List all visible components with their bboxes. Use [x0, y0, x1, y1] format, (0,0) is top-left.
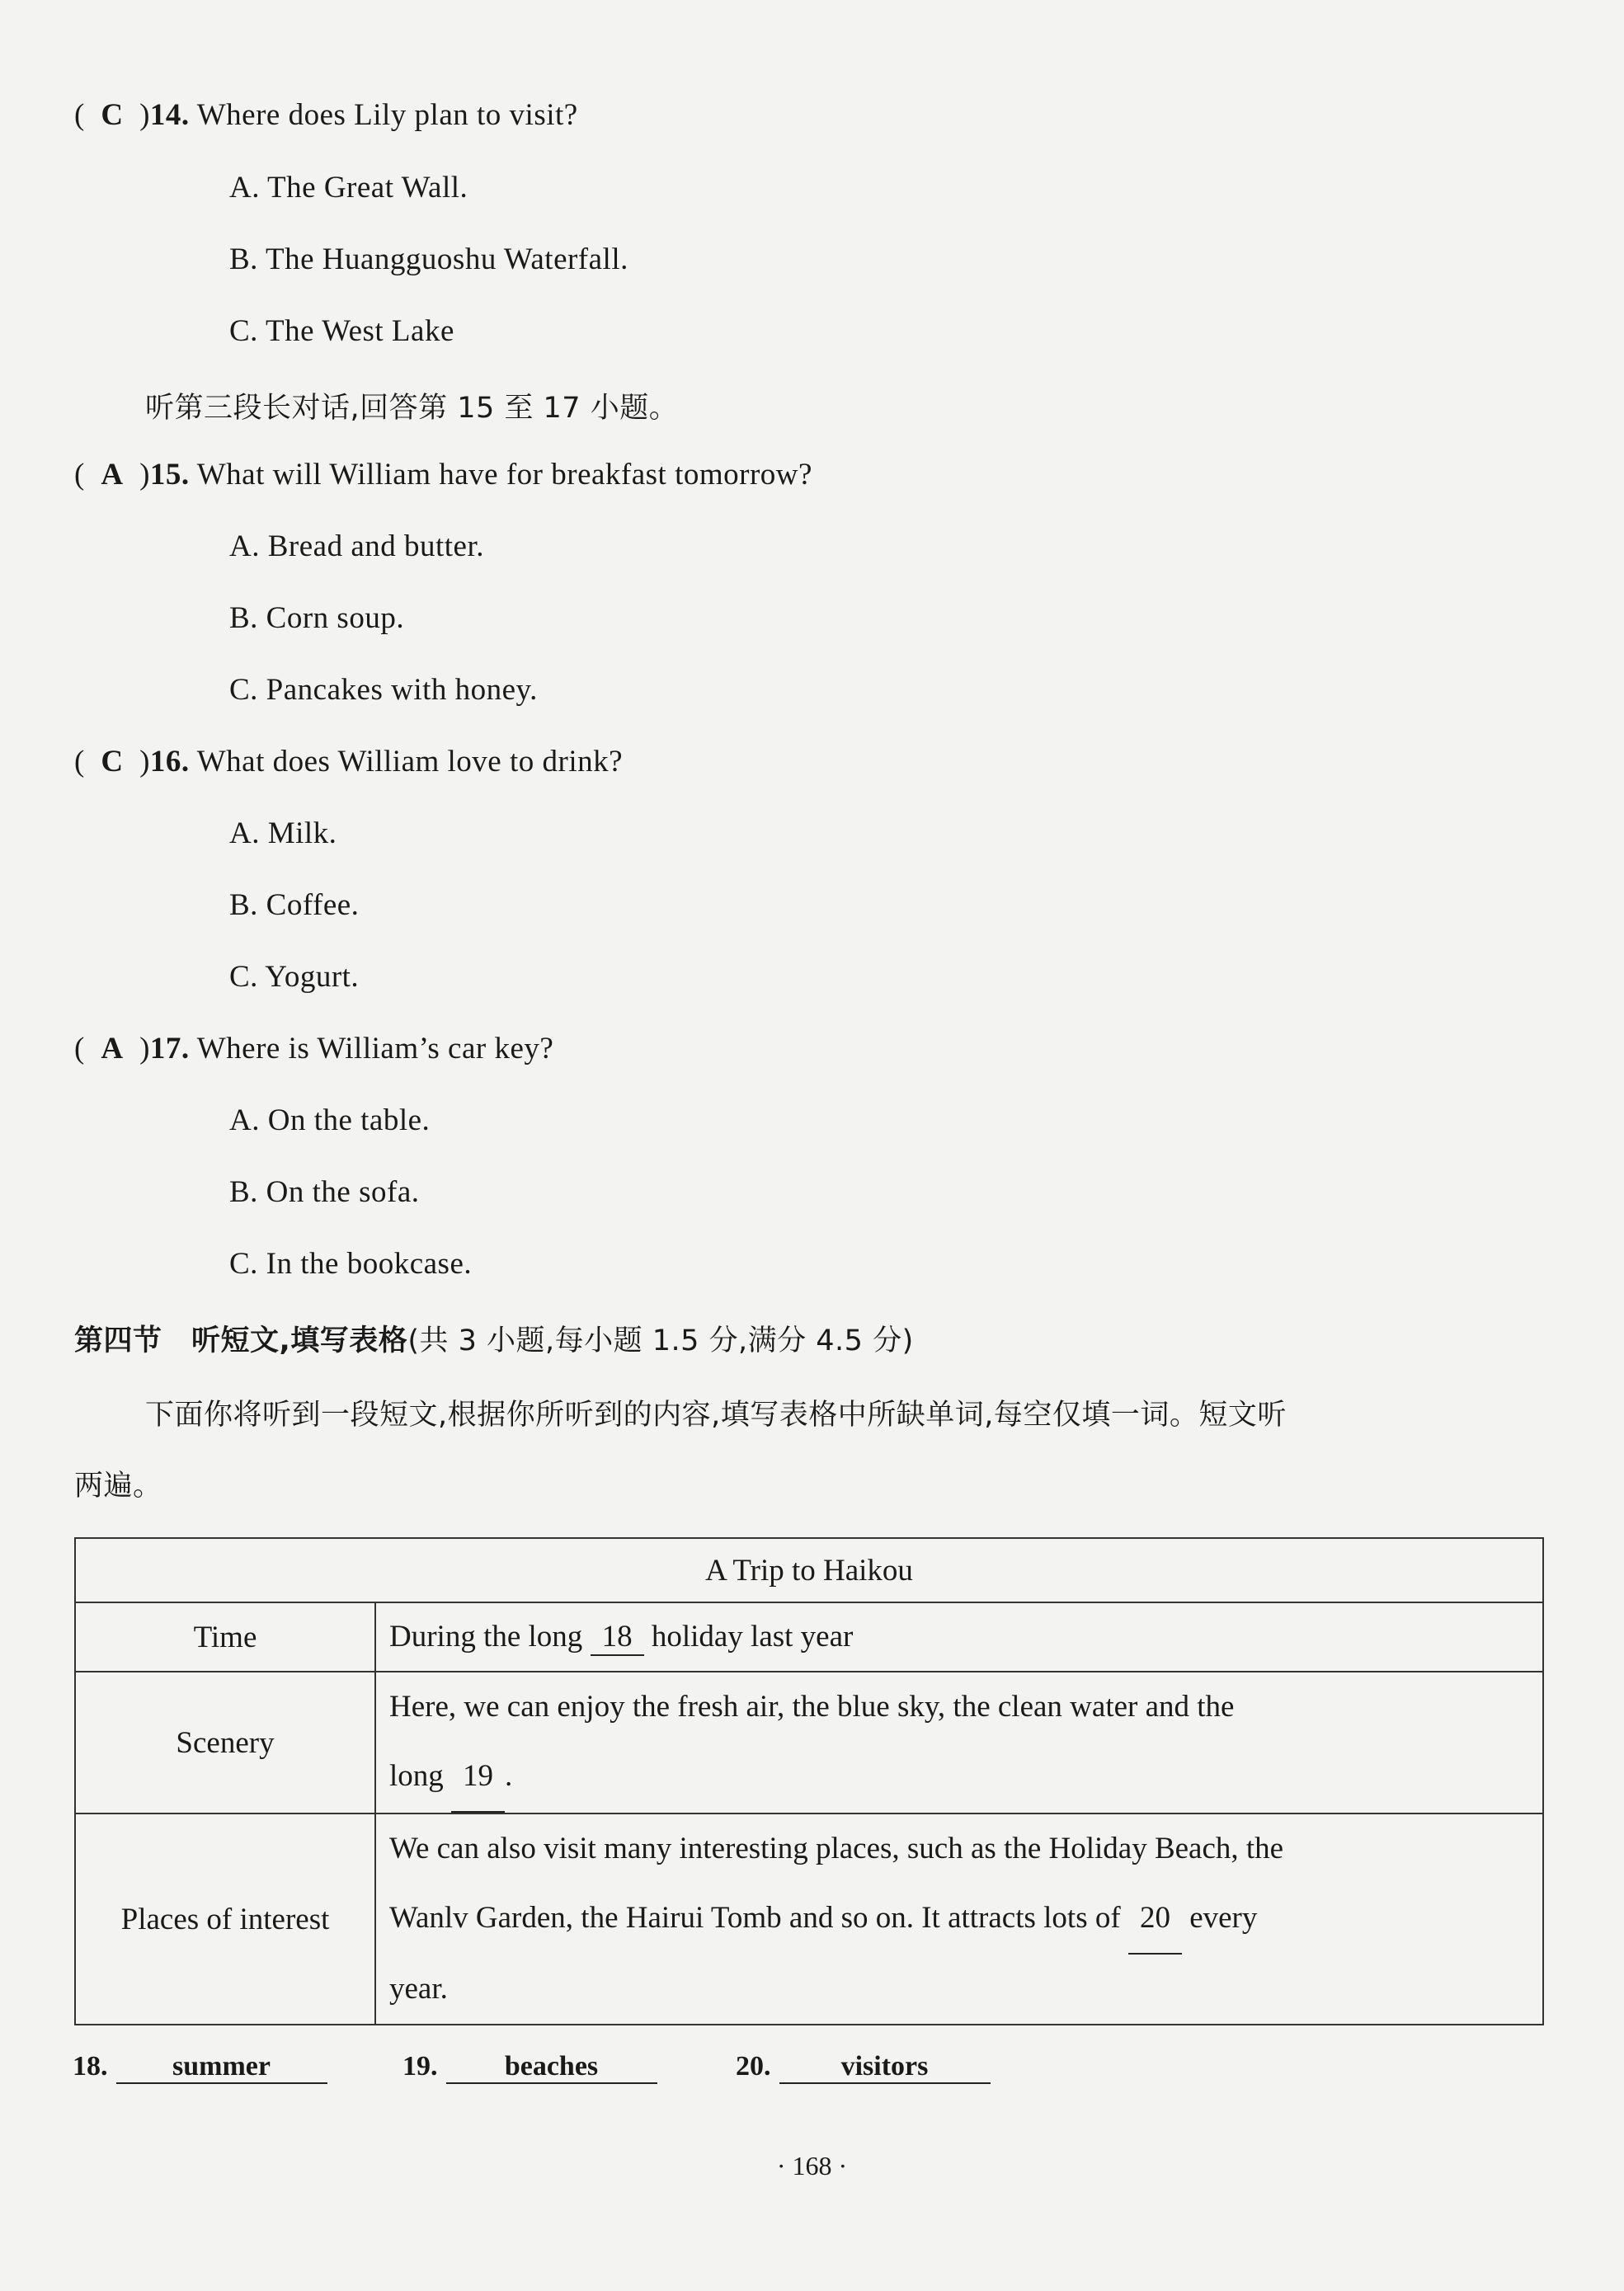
- option: B. Corn soup.: [229, 601, 405, 635]
- section4-title: 第四节 听短文,填写表格: [74, 1324, 408, 1357]
- answer-value: summer: [116, 2051, 327, 2084]
- answer-20: [736, 2051, 991, 2084]
- answer-value: beaches: [446, 2051, 657, 2084]
- blank-19: 19: [451, 1742, 505, 1813]
- option: C. Yogurt.: [229, 960, 360, 994]
- option: C. The West Lake: [229, 314, 454, 348]
- answer-letter: A: [101, 458, 124, 492]
- question-number: 16.: [149, 745, 190, 779]
- time-text-pre: During the long: [389, 1619, 583, 1654]
- section3-instruction: 听第三段长对话,回答第 15 至 17 小题。: [145, 392, 679, 425]
- scenery-label: Scenery: [75, 1672, 375, 1814]
- places-line: We can also visit many interesting places, such as the Holiday Beach, the: [389, 1832, 1284, 1865]
- option: B. On the sofa.: [229, 1175, 420, 1209]
- answer-number: 18.: [73, 2051, 108, 2082]
- table-title: A Trip to Haikou: [75, 1538, 1543, 1602]
- scenery-text-post: .: [505, 1759, 513, 1793]
- option: C. Pancakes with honey.: [229, 673, 538, 707]
- places-label: Places of interest: [75, 1814, 375, 2025]
- places-text-post: every: [1189, 1901, 1258, 1935]
- question-16: ( C )16. What does William love to drink?: [74, 745, 624, 779]
- answer-letter: C: [101, 98, 124, 132]
- answer-number: 20.: [736, 2051, 771, 2082]
- blank-20: 20: [1128, 1884, 1182, 1955]
- question-text: What does William love to drink?: [196, 745, 624, 779]
- section4-heading: [74, 1318, 914, 1359]
- question-text: What will William have for breakfast tomorrow?: [196, 458, 812, 492]
- question-14: ( C )14. Where does Lily plan to visit?: [74, 98, 578, 132]
- time-text-post: holiday last year: [651, 1619, 854, 1654]
- option: B. Coffee.: [229, 888, 360, 922]
- section4-instruction-line2: 两遍。: [74, 1470, 162, 1503]
- answer-letter: C: [101, 745, 124, 779]
- trip-table: [74, 1537, 1544, 2025]
- question-number: 14.: [149, 98, 190, 132]
- option: A. On the table.: [229, 1103, 431, 1137]
- answer-19: [402, 2051, 657, 2084]
- question-number: 17.: [149, 1032, 190, 1066]
- option: A. Milk.: [229, 816, 337, 850]
- answer-letter: A: [101, 1032, 124, 1066]
- scenery-line: Here, we can enjoy the fresh air, the blue sky, the clean water and the: [389, 1690, 1235, 1724]
- scenery-text-pre: long: [389, 1759, 444, 1793]
- places-line: year.: [389, 1972, 448, 2006]
- answer-value: visitors: [779, 2051, 991, 2084]
- option: C. In the bookcase.: [229, 1247, 473, 1281]
- question-15: ( A )15. What will William have for breakfast tomorrow?: [74, 458, 812, 492]
- time-content: [375, 1602, 1543, 1672]
- question-text: Where is William’s car key?: [196, 1032, 554, 1066]
- time-label: Time: [75, 1602, 375, 1672]
- page-number: · 168 ·: [776, 2151, 848, 2180]
- places-text-pre: Wanlv Garden, the Hairui Tomb and so on. It attracts lots of: [389, 1901, 1121, 1935]
- answer-number: 19.: [402, 2051, 438, 2082]
- section4-instruction-line1: 下面你将听到一段短文,根据你所听到的内容,填写表格中所缺单词,每空仅填一词。短文听: [145, 1399, 1287, 1432]
- scenery-content: [375, 1672, 1543, 1814]
- question-17: ( A )17. Where is William’s car key?: [74, 1032, 554, 1066]
- places-content: [375, 1814, 1543, 2025]
- blank-18: 18: [591, 1619, 644, 1656]
- option: A. Bread and butter.: [229, 529, 484, 563]
- places-line: [389, 1884, 1529, 1955]
- option: B. The Huangguoshu Waterfall.: [229, 242, 628, 276]
- scenery-line: [389, 1742, 1529, 1813]
- section4-scoring: (共 3 小题,每小题 1.5 分,满分 4.5 分): [407, 1324, 914, 1357]
- option: A. The Great Wall.: [229, 171, 468, 205]
- question-text: Where does Lily plan to visit?: [196, 98, 578, 132]
- question-number: 15.: [149, 458, 190, 492]
- answer-18: [73, 2051, 327, 2084]
